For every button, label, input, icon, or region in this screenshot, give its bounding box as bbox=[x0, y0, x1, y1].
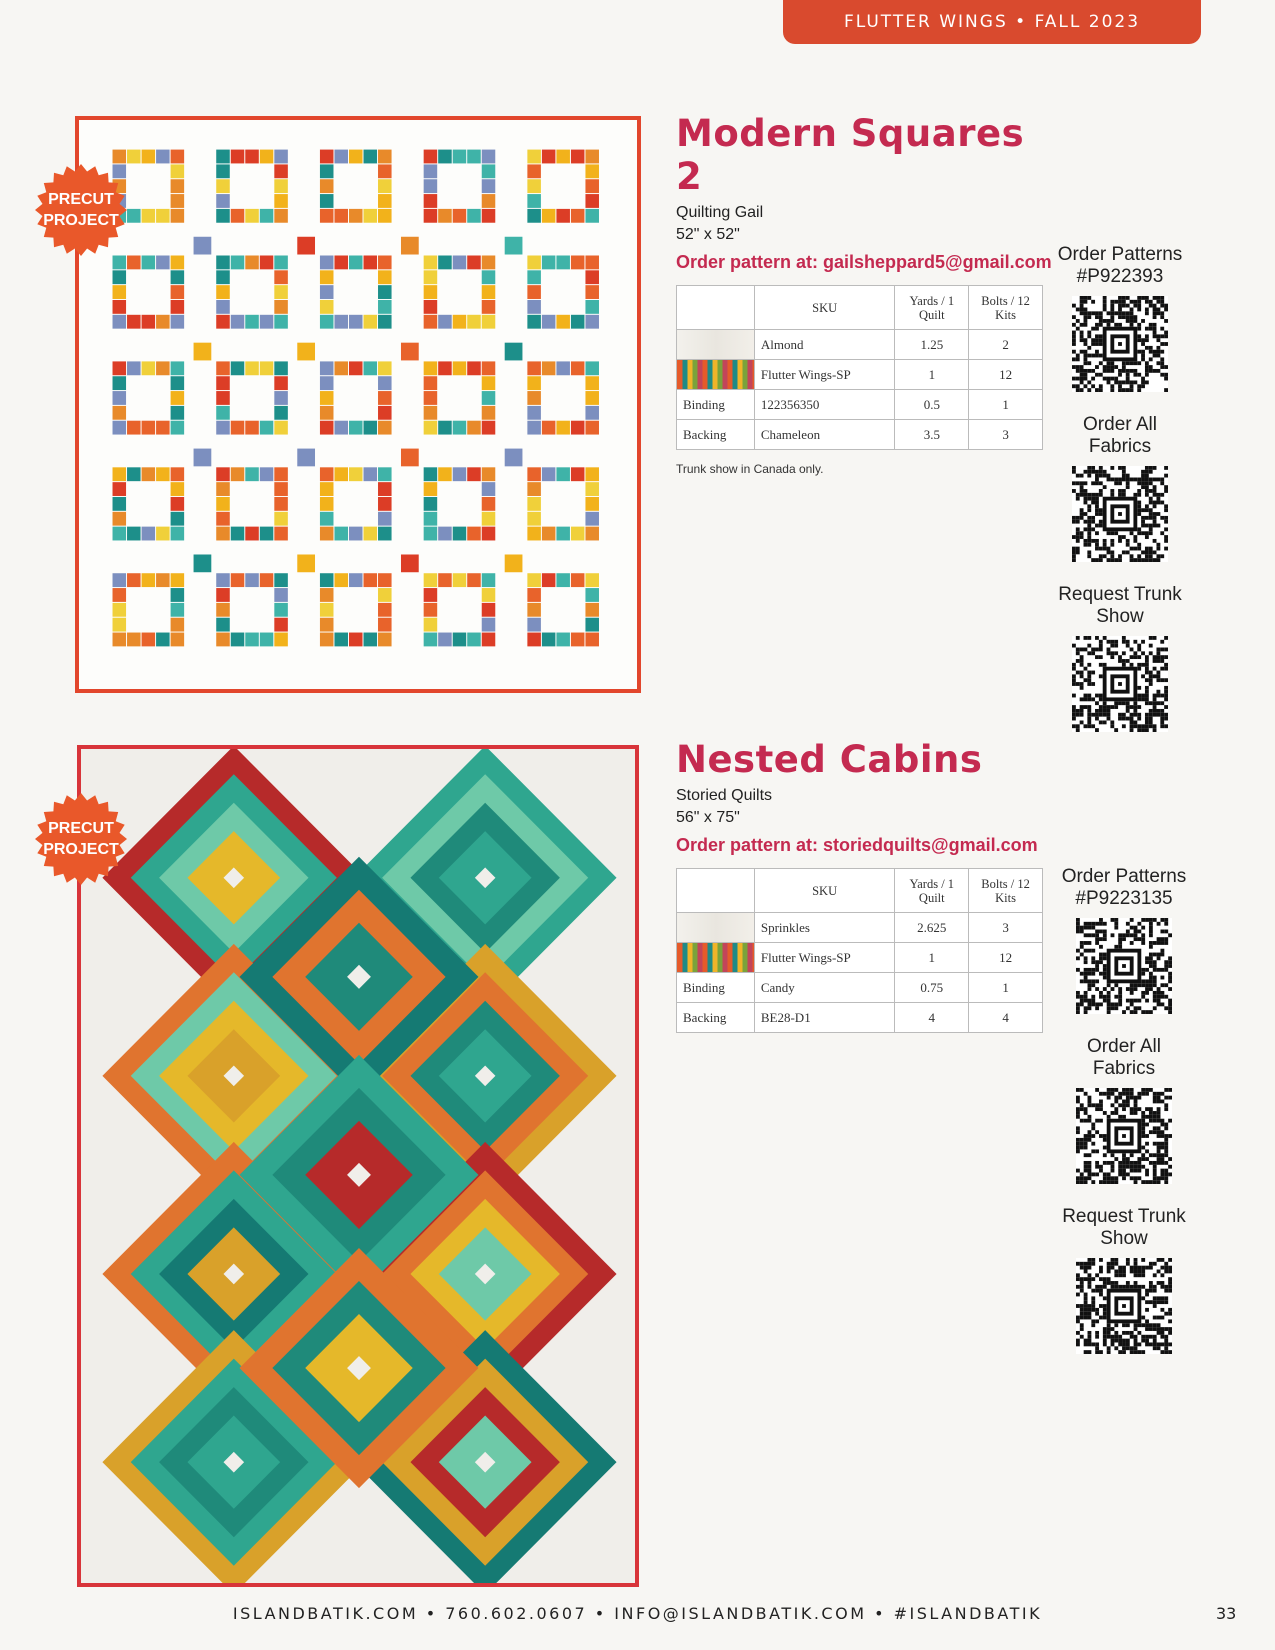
header-sku: SKU bbox=[754, 869, 895, 913]
header-yards: Yards / 1 Quilt bbox=[895, 869, 969, 913]
quilt-image-nested-cabins bbox=[77, 745, 639, 1587]
table-row bbox=[677, 360, 1043, 390]
qr-label-line: Order All bbox=[1087, 1036, 1161, 1057]
cell-yards: 0.75 bbox=[895, 973, 969, 1003]
swatch-almond bbox=[677, 913, 755, 943]
modern-squares-quilt-art bbox=[79, 120, 637, 689]
cell-sku: Candy bbox=[754, 973, 895, 1003]
header-blank bbox=[677, 869, 755, 913]
table-row bbox=[677, 1003, 1043, 1033]
cell-label: Backing bbox=[677, 420, 755, 450]
cell-bolts: 4 bbox=[969, 1003, 1043, 1033]
cell-bolts: 12 bbox=[969, 943, 1043, 973]
quilt-image-modern-squares bbox=[75, 116, 641, 693]
qr-label-trunk-show bbox=[1050, 584, 1190, 628]
cell-label: Backing bbox=[677, 1003, 755, 1033]
cell-bolts: 12 bbox=[969, 360, 1043, 390]
footer-contact: ISLANDBATIK.COM • 760.602.0607 • INFO@ISLANDBATIK.COM • #ISLANDBATIK bbox=[232, 1604, 1043, 1623]
cell-yards: 1.25 bbox=[895, 330, 969, 360]
cell-bolts: 2 bbox=[969, 330, 1043, 360]
qr-code-icon bbox=[1076, 1258, 1172, 1354]
table-row bbox=[677, 390, 1043, 420]
qr-label-line: Order All bbox=[1083, 414, 1157, 435]
qr-label-line: #P922393 bbox=[1076, 266, 1164, 287]
cell-sku: Flutter Wings-SP bbox=[754, 943, 895, 973]
order-pattern-link[interactable]: Order pattern at: gailsheppard5@gmail.com bbox=[676, 252, 1052, 272]
qr-label-line: #P9223135 bbox=[1075, 888, 1173, 909]
swatch-strip bbox=[677, 360, 755, 390]
cell-yards: 4 bbox=[895, 1003, 969, 1033]
cell-yards: 2.625 bbox=[895, 913, 969, 943]
cell-sku: Flutter Wings-SP bbox=[754, 360, 895, 390]
cell-yards: 0.5 bbox=[895, 390, 969, 420]
fabric-table bbox=[676, 285, 1043, 450]
cell-bolts: 3 bbox=[969, 913, 1043, 943]
table-row bbox=[677, 913, 1043, 943]
table-row bbox=[677, 973, 1043, 1003]
qr-code-order-fabrics[interactable] bbox=[1072, 466, 1168, 562]
project-title: Modern Squares 2 bbox=[676, 112, 1025, 198]
qr-label-line: Fabrics bbox=[1092, 1058, 1156, 1079]
header-tab: FLUTTER WINGS • FALL 2023 bbox=[783, 0, 1201, 44]
qr-column-nested-cabins bbox=[1054, 866, 1194, 1376]
table-row bbox=[677, 330, 1043, 360]
qr-label-line: Order Patterns bbox=[1057, 244, 1183, 265]
badge-line-2: PROJECT bbox=[43, 841, 119, 858]
qr-code-icon bbox=[1072, 636, 1168, 732]
qr-code-order-patterns[interactable] bbox=[1076, 918, 1172, 1014]
cell-sku: 122356350 bbox=[754, 390, 895, 420]
qr-code-trunk-show[interactable] bbox=[1076, 1258, 1172, 1354]
table-header-row bbox=[677, 869, 1043, 913]
header-yards: Yards / 1 Quilt bbox=[895, 286, 969, 330]
cell-yards: 3.5 bbox=[895, 420, 969, 450]
badge-line-1: PRECUT bbox=[48, 820, 114, 837]
project-title: Nested Cabins bbox=[676, 738, 983, 781]
project-nested-cabins bbox=[676, 738, 1046, 1033]
order-pattern-link[interactable]: Order pattern at: storiedquilts@gmail.com bbox=[676, 835, 1038, 855]
badge-line-2: PROJECT bbox=[43, 212, 119, 229]
header-bolts: Bolts / 12 Kits bbox=[969, 286, 1043, 330]
qr-code-icon bbox=[1076, 918, 1172, 1014]
header-bolts: Bolts / 12 Kits bbox=[969, 869, 1043, 913]
cell-yards: 1 bbox=[895, 943, 969, 973]
qr-code-icon bbox=[1072, 296, 1168, 392]
cell-sku: BE28-D1 bbox=[754, 1003, 895, 1033]
cell-yards: 1 bbox=[895, 360, 969, 390]
qr-code-order-patterns[interactable] bbox=[1072, 296, 1168, 392]
qr-label-trunk-show bbox=[1054, 1206, 1194, 1250]
qr-label-order-patterns bbox=[1050, 244, 1190, 288]
nested-cabins-quilt-art bbox=[81, 749, 635, 1583]
project-modern-squares bbox=[676, 112, 1052, 476]
qr-label-line: Request Trunk bbox=[1058, 584, 1182, 605]
cell-bolts: 1 bbox=[969, 973, 1043, 1003]
trunk-show-note: Trunk show in Canada only. bbox=[676, 462, 824, 476]
qr-label-order-fabrics bbox=[1050, 414, 1190, 458]
cell-bolts: 3 bbox=[969, 420, 1043, 450]
cell-sku: Almond bbox=[754, 330, 895, 360]
qr-label-line: Fabrics bbox=[1088, 436, 1152, 457]
precut-project-badge bbox=[35, 793, 127, 885]
cell-label: Binding bbox=[677, 973, 755, 1003]
qr-code-order-fabrics[interactable] bbox=[1076, 1088, 1172, 1184]
cell-sku: Chameleon bbox=[754, 420, 895, 450]
cell-bolts: 1 bbox=[969, 390, 1043, 420]
swatch-almond bbox=[677, 330, 755, 360]
badge-line-1: PRECUT bbox=[48, 191, 114, 208]
header-sku: SKU bbox=[754, 286, 895, 330]
table-row bbox=[677, 943, 1043, 973]
project-size: 56" x 75" bbox=[676, 809, 740, 826]
qr-label-line: Show bbox=[1100, 1228, 1148, 1249]
cell-sku: Sprinkles bbox=[754, 913, 895, 943]
project-designer: Quilting Gail bbox=[676, 204, 764, 221]
project-size: 52" x 52" bbox=[676, 226, 740, 243]
fabric-table bbox=[676, 868, 1043, 1033]
qr-label-order-fabrics bbox=[1054, 1036, 1194, 1080]
precut-project-badge bbox=[35, 164, 127, 256]
swatch-strip bbox=[677, 943, 755, 973]
page-number: 33 bbox=[1216, 1604, 1237, 1623]
qr-code-icon bbox=[1076, 1088, 1172, 1184]
cell-label: Binding bbox=[677, 390, 755, 420]
qr-label-line: Request Trunk bbox=[1062, 1206, 1186, 1227]
qr-code-icon bbox=[1072, 466, 1168, 562]
table-row bbox=[677, 420, 1043, 450]
qr-label-line: Show bbox=[1096, 606, 1144, 627]
qr-code-trunk-show[interactable] bbox=[1072, 636, 1168, 732]
table-header-row bbox=[677, 286, 1043, 330]
qr-label-line: Order Patterns bbox=[1061, 866, 1187, 887]
project-designer: Storied Quilts bbox=[676, 787, 773, 804]
qr-label-order-patterns bbox=[1054, 866, 1194, 910]
header-blank bbox=[677, 286, 755, 330]
qr-column-modern-squares bbox=[1050, 244, 1190, 754]
